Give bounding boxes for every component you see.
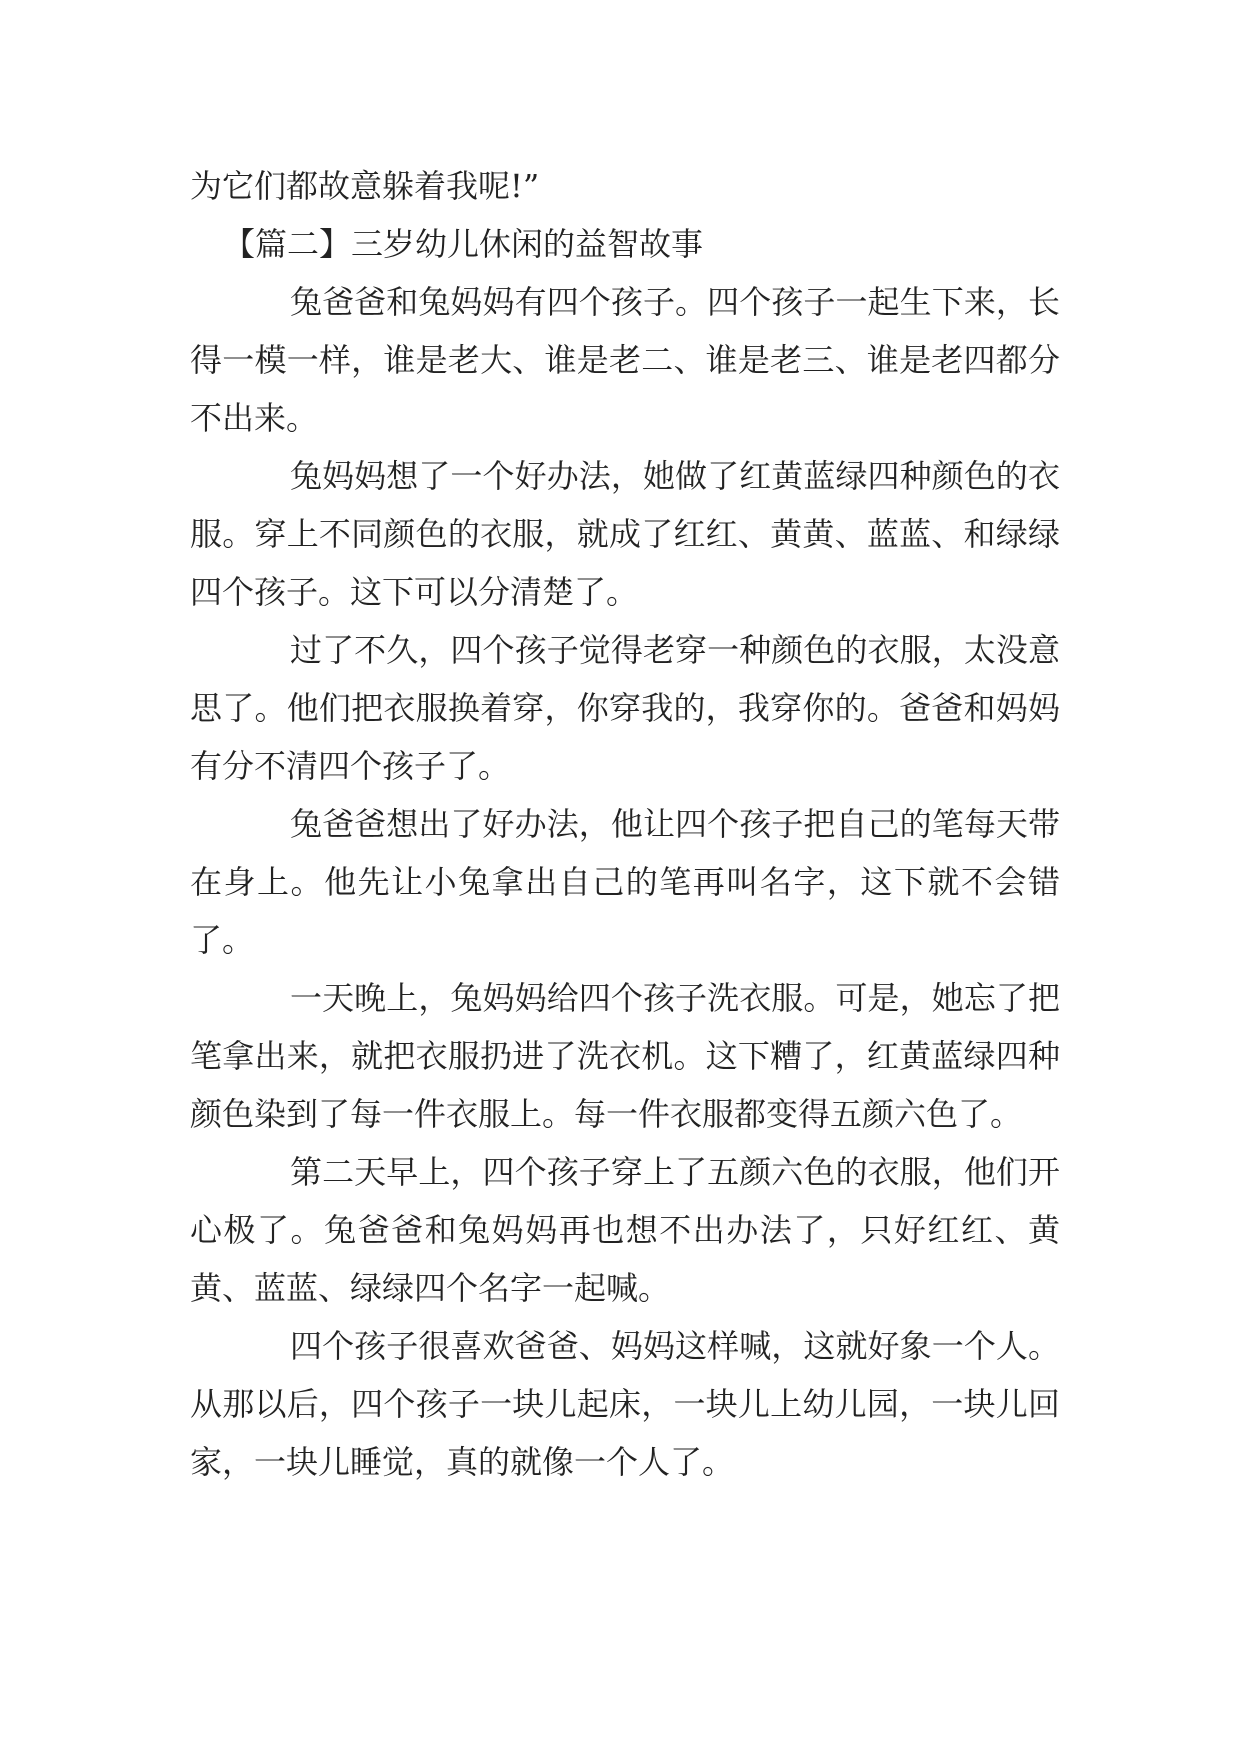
paragraph-4: 兔爸爸想出了好办法，他让四个孩子把自己的笔每天带在身上。他先让小兔拿出自己的笔再叫名字，这下就不会错了。: [190, 805, 1060, 959]
continuation-line: 为它们都故意躲着我呢!”: [190, 167, 540, 205]
paragraph-6: 第二天早上，四个孩子穿上了五颜六色的衣服，他们开心极了。兔爸爸和兔妈妈再也想不出办法了，只好红红、黄黄、蓝蓝、绿绿四个名字一起喊。: [190, 1153, 1060, 1307]
document-body: [190, 157, 1060, 1491]
paragraph-3: 过了不久，四个孩子觉得老穿一种颜色的衣服，太没意思了。他们把衣服换着穿，你穿我的，我穿你的。爸爸和妈妈有分不清四个孩子了。: [190, 631, 1060, 785]
section-heading: 【篇二】三岁幼儿休闲的益智故事: [223, 225, 704, 263]
paragraph-1: 兔爸爸和兔妈妈有四个孩子。四个孩子一起生下来，长得一模一样，谁是老大、谁是老二、谁是老三、谁是老四都分不出来。: [190, 283, 1060, 437]
paragraph-5: 一天晚上，兔妈妈给四个孩子洗衣服。可是，她忘了把笔拿出来，就把衣服扔进了洗衣机。这下糟了，红黄蓝绿四种颜色染到了每一件衣服上。每一件衣服都变得五颜六色了。: [190, 979, 1060, 1133]
paragraph-2: 兔妈妈想了一个好办法，她做了红黄蓝绿四种颜色的衣服。穿上不同颜色的衣服，就成了红红、黄黄、蓝蓝、和绿绿四个孩子。这下可以分清楚了。: [190, 457, 1060, 611]
paragraph-7: 四个孩子很喜欢爸爸、妈妈这样喊，这就好象一个人。从那以后，四个孩子一块儿起床，一块儿上幼儿园，一块儿回家，一块儿睡觉，真的就像一个人了。: [190, 1327, 1060, 1481]
